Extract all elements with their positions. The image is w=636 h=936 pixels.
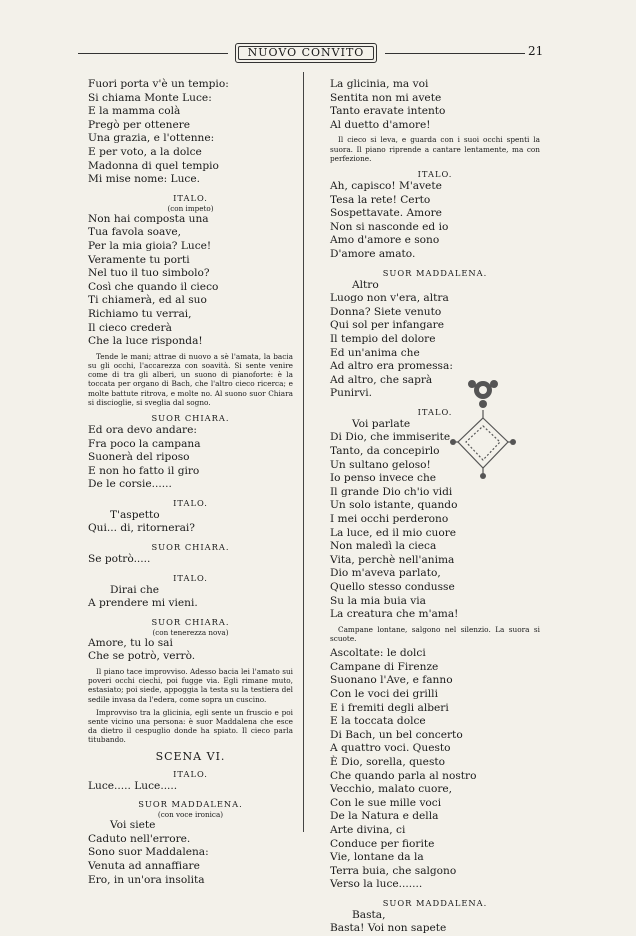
right-column	[330, 78, 540, 936]
speaker-name: SUOR MADDALENA.	[382, 267, 488, 278]
verse-line: Che quando parla al nostro	[330, 769, 477, 782]
verse-line: Se potrò.....	[88, 553, 151, 566]
verse-line: Donna? Siete venuto	[330, 305, 442, 318]
verse-line: Vecchio, malato cuore,	[330, 783, 453, 796]
stage-direction: Il cieco si leva, e guarda con i suoi occhi spenti la suora. Il piano riprende a cantare lentamente, ma con perfezione.	[330, 135, 540, 163]
parenthetical: (con impeto)	[167, 203, 214, 213]
verse-line: La creatura che m'ama!	[330, 608, 459, 621]
verse-line: Sentita non mi avete	[330, 91, 442, 104]
verse-line: Così che quando il cieco	[88, 280, 219, 293]
verse-line: Qui sol per infangare	[330, 319, 445, 332]
stage-direction: Il piano tace improvviso. Adesso bacia lei l'amato sui poveri occhi ciechi, poi fugge via. Egli rimane muto, estasiato; poi siede, appoggia la testa su la testiera del sedile invasa da l'edera, come sopra un cuscino.	[88, 667, 293, 704]
speaker-name: ITALO.	[173, 192, 208, 203]
verse-line: Fra poco la campana	[88, 437, 201, 450]
parenthetical: (con tenerezza nova)	[152, 627, 229, 637]
speaker-name: SUOR CHIARA.	[151, 412, 230, 423]
verse-line: Ad altro era promessa:	[330, 360, 453, 373]
verse-line: Si chiama Monte Luce:	[88, 91, 212, 104]
verse-line: Tua favola soave,	[88, 226, 181, 239]
verse-line: E non ho fatto il giro	[88, 464, 200, 477]
left-column	[88, 78, 293, 887]
stage-direction: Improvviso tra la glicinia, egli sente un fruscio e poi sente vicino una persona: è suor Maddalena che esce da dietro il cespuglio donde ha spiato. Il cieco parla titubando.	[88, 707, 293, 745]
verse-line: Madonna di quel tempio	[88, 159, 219, 172]
verse-line: Amore, tu lo sai	[88, 636, 173, 649]
verse-line: Suonano l'Ave, e fanno	[330, 674, 453, 687]
column-divider	[303, 72, 304, 832]
verse-line: Al duetto d'amore!	[330, 118, 431, 131]
verse-line: A prendere mi vieni.	[88, 597, 198, 610]
verse-line: Su la mia buia via	[330, 594, 427, 607]
verse-line: Voi parlate	[352, 417, 411, 430]
verse-line: A quattro voci. Questo	[330, 742, 451, 755]
verse-line: Venuta ad annaffiare	[88, 860, 200, 873]
verse-line: E la toccata dolce	[330, 715, 426, 728]
verse-line: De le corsie......	[88, 478, 172, 491]
verse-line: Qui... di, ritornerai?	[88, 522, 195, 535]
verse-line: Altro	[352, 278, 379, 291]
verse-line: Suonerà del riposo	[88, 451, 190, 464]
verse-line: La luce, ed il mio cuore	[330, 526, 457, 539]
verse-line: Il cieco crederà	[88, 321, 172, 334]
verse-line: Il tempio del dolore	[330, 332, 436, 345]
speaker-name: ITALO.	[417, 406, 453, 417]
header-rule-right	[385, 53, 525, 54]
verse-line: Di Dio, che immiserite	[330, 431, 451, 444]
verse-line: Il grande Dio ch'io vidi	[330, 485, 453, 498]
verse-line: Tanto eravate intento	[330, 105, 446, 118]
verse-line: Di Bach, un bel concerto	[330, 728, 463, 741]
parenthetical: (con voce ironica)	[157, 810, 224, 820]
running-header	[70, 40, 544, 68]
verse-line: Terra buia, che salgono	[330, 864, 457, 877]
verse-line: Amo d'amore e sono	[330, 234, 440, 247]
verse-line: Un sultano geloso!	[330, 458, 431, 471]
verse-line: Ascoltate: le dolci	[330, 647, 426, 660]
verse-line: La glicinia, ma voi	[330, 78, 429, 90]
verse-line: T'aspetto	[110, 508, 160, 521]
verse-line: E la mamma colà	[88, 105, 181, 118]
verse-line: Ed un'anima che	[330, 346, 420, 359]
verse-line: De la Natura e della	[330, 810, 439, 823]
verse-line: E per voto, a la dolce	[88, 145, 202, 158]
speaker-name: ITALO.	[173, 497, 208, 508]
stage-direction: Campane lontane, salgono nel silenzio. La suora si scuote.	[330, 624, 540, 643]
header-rule-left	[78, 53, 228, 54]
verse-line: Vie, lontane da la	[330, 851, 424, 864]
verse-line: Richiamo tu verrai,	[88, 307, 192, 320]
verse-line: Nel tuo il tuo simbolo?	[88, 267, 210, 280]
cross-ornament-icon	[450, 370, 516, 480]
verse-line: Ero, in un'ora insolita	[88, 873, 205, 886]
verse-line: Ti chiamerà, ed al suo	[88, 294, 207, 307]
verse-line: Veramente tu porti	[88, 253, 190, 266]
verse-line: Un solo istante, quando	[330, 499, 458, 512]
scene-heading: SCENA VI.	[155, 749, 226, 763]
verse-line: Arte divina, ci	[330, 823, 406, 836]
page-number: 21	[528, 44, 544, 58]
verse-line: Per la mia gioia? Luce!	[88, 239, 212, 252]
speaker-name: ITALO.	[173, 768, 208, 779]
verse-line: E i fremiti degli alberi	[330, 701, 449, 714]
running-title: NUOVO CONVITO	[238, 46, 374, 60]
speaker-name: ITALO.	[173, 572, 208, 583]
verse-line: Tanto, da concepirlo	[330, 445, 440, 458]
verse-line: Non maledì la cieca	[330, 540, 437, 553]
verse-line: I mei occhi perderono	[330, 513, 449, 526]
verse-line: Basta! Voi non sapete	[330, 922, 447, 935]
verse-line: Punirvi.	[330, 387, 372, 400]
verse-line: Caduto nell'errore.	[88, 832, 191, 845]
verse-line: Voi siete	[110, 819, 156, 832]
verse-line: Io penso invece che	[330, 472, 437, 485]
verse-line: Sono suor Maddalena:	[88, 846, 209, 859]
verse-line: Ed ora devo andare:	[88, 423, 197, 436]
verse-line: Luogo non v'era, altra	[330, 292, 449, 305]
verse-line: Quello stesso condusse	[330, 581, 455, 594]
speaker-name: ITALO.	[417, 168, 453, 179]
verse-line: Vita, perchè nell'anima	[330, 553, 455, 566]
verse-line: Una grazia, e l'ottenne:	[88, 132, 215, 145]
verse-line: Basta,	[352, 908, 386, 921]
verse-line: D'amore amato.	[330, 247, 416, 260]
verse-line: Sospettavate. Amore	[330, 207, 442, 220]
verse-line: Ah, capisco! M'avete	[330, 179, 442, 192]
verse-line: Mi mise nome: Luce.	[88, 173, 200, 186]
verse-line: Dirai che	[110, 583, 160, 596]
verse-line: Conduce per fiorite	[330, 837, 435, 850]
speaker-name: SUOR MADDALENA.	[138, 799, 243, 810]
verse-line: Non si nasconde ed io	[330, 220, 449, 233]
speaker-name: SUOR CHIARA.	[151, 616, 230, 627]
verse-line: È Dio, sorella, questo	[330, 755, 446, 768]
verse-line: Non hai composta una	[88, 212, 209, 225]
stage-direction: Tende le mani; attrae di nuovo a sè l'amata, la bacia su gli occhi, l'accarezza con soavità. Si sente venire come di tra gli alberi, un suono di pianoforte: è la toccata per organo di Bach, che l'altro cieco ricerca; e molte battute ritrova, e molte no. Al suono suor Chiara si discioglie, si sveglia dal sogno.	[88, 351, 293, 407]
verse-line: Che se potrò, verrò.	[88, 650, 196, 663]
verse-line: Che la luce risponda!	[88, 335, 203, 348]
verse-line: Luce..... Luce.....	[88, 779, 178, 792]
verse-line: Ad altro, che saprà	[330, 373, 433, 386]
verse-line: Tesa la rete! Certo	[330, 193, 431, 206]
verse-line: Verso la luce.......	[330, 878, 423, 891]
verse-line: Con le sue mille voci	[330, 796, 442, 809]
verse-line: Con le voci dei grilli	[330, 687, 438, 700]
header-title-box	[235, 43, 377, 63]
verse-line: Campane di Firenze	[330, 660, 439, 673]
verse-line: Pregò per ottenere	[88, 118, 191, 131]
verse-line: Fuori porta v'è un tempio:	[88, 78, 229, 90]
verse-line: Dio m'aveva parlato,	[330, 567, 441, 580]
speaker-name: SUOR MADDALENA.	[382, 897, 488, 908]
speaker-name: SUOR CHIARA.	[151, 542, 230, 553]
